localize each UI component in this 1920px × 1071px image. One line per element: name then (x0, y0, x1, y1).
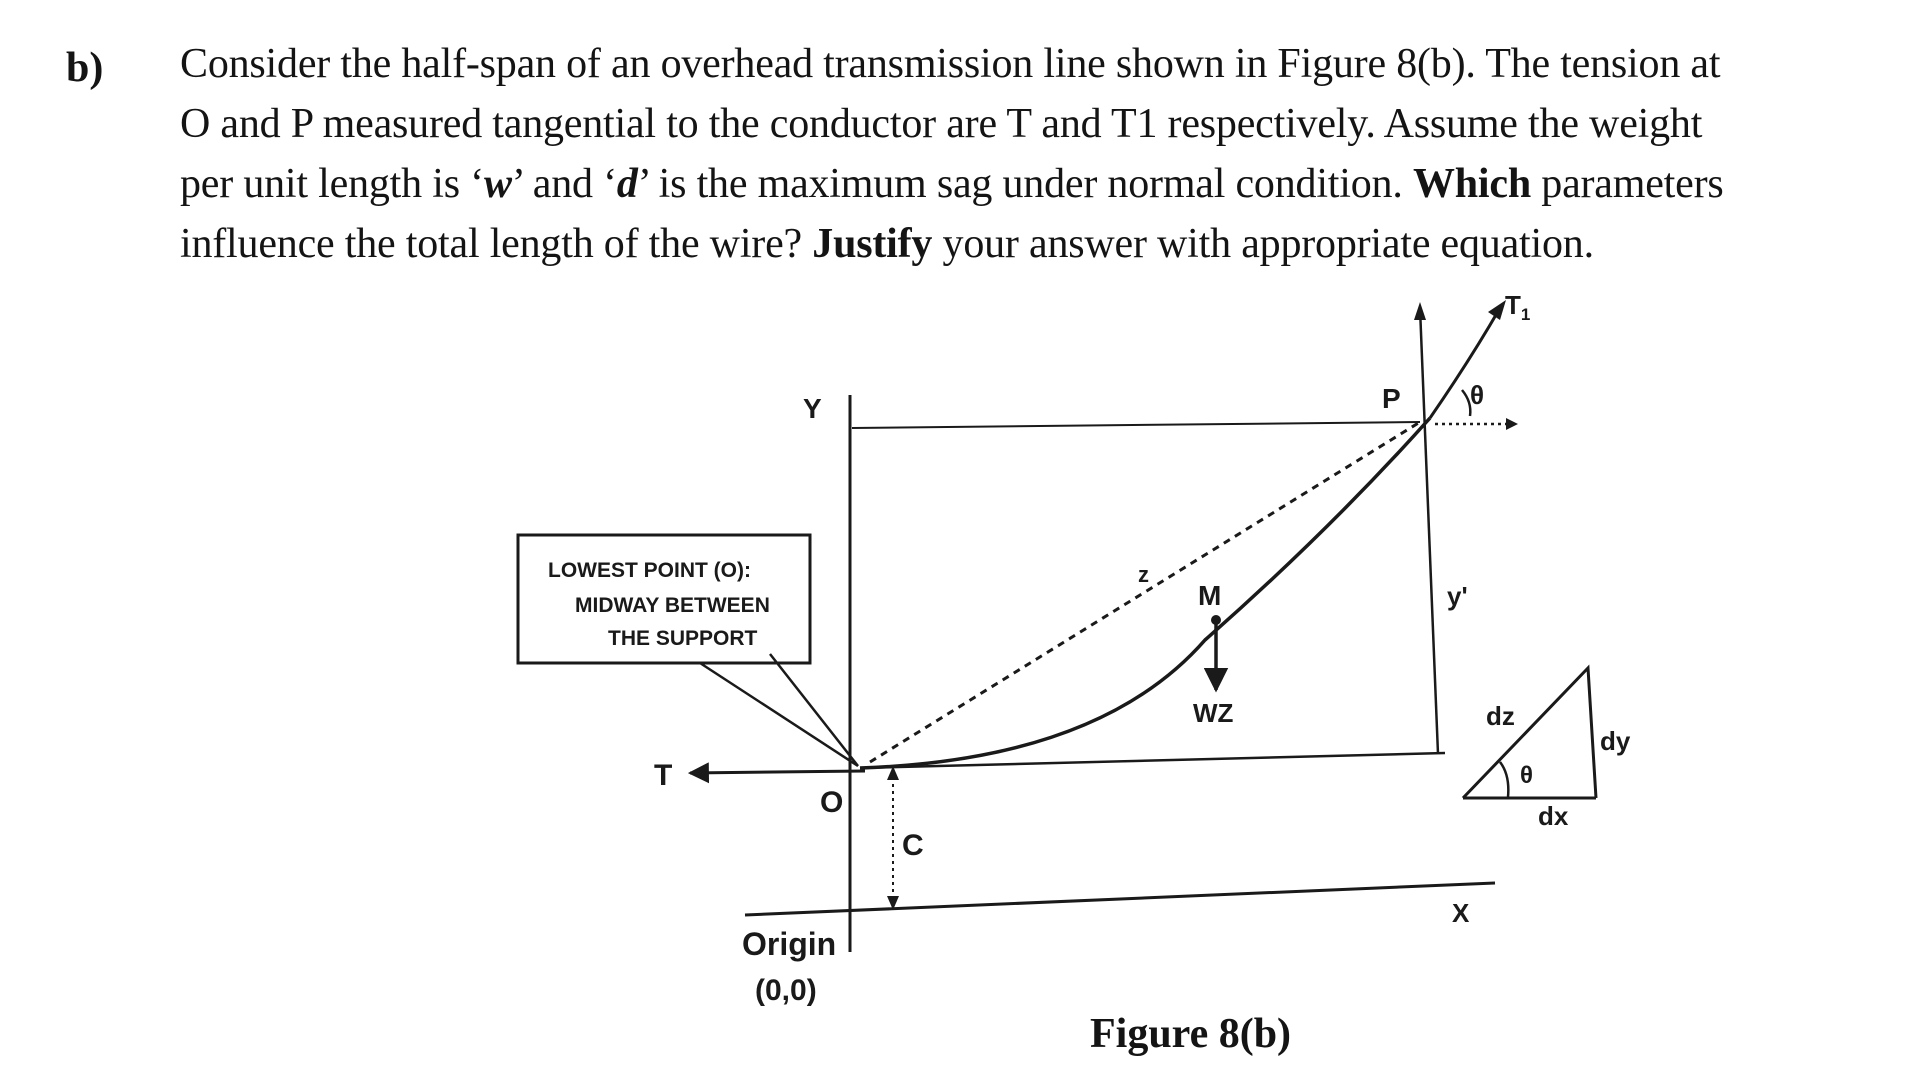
top-horizontal-line (852, 422, 1420, 428)
pole-arrowhead (1414, 302, 1426, 320)
dashed-chord (870, 422, 1420, 762)
callout-line-1: LOWEST POINT (O): (548, 559, 751, 582)
q4-part-a: influence the total length of the wire? (180, 221, 813, 267)
t1-arrowhead (1488, 300, 1506, 320)
question-line-2: O and P measured tangential to the conductor are T and T1 respectively. Assume the weight (180, 101, 1703, 147)
x-axis-line (745, 883, 1495, 915)
q3-part-a: per unit length is ‘ (180, 161, 484, 207)
z-label: z (1138, 562, 1149, 587)
theta-label-triangle: θ (1520, 762, 1533, 789)
question-label: b) (66, 45, 104, 91)
callout-pointer-1 (700, 663, 858, 766)
dz-label: dz (1486, 701, 1515, 731)
point-o-label: O (820, 786, 844, 819)
c-label: C (902, 829, 924, 862)
support-pole-line (1420, 308, 1438, 754)
q3-var-w: w (483, 161, 512, 207)
q4-bold-justify: Justify (812, 221, 933, 267)
tension-t-arrow (690, 771, 865, 773)
figure-caption: Figure 8(b) (1090, 1011, 1292, 1057)
q3-bold-which: Which (1412, 161, 1531, 207)
callout-line-3: THE SUPPORT (608, 627, 758, 650)
t1-sub: 1 (1520, 305, 1531, 324)
origin-label: Origin (742, 926, 837, 962)
theta-arc-triangle (1500, 762, 1508, 797)
q3-end: parameters (1530, 161, 1724, 207)
q4-end: your answer with appropriate equation. (932, 221, 1594, 267)
theta-label-p: θ (1470, 380, 1485, 410)
x-axis-label: X (1452, 898, 1470, 928)
q3-var-d: d (616, 161, 638, 207)
y-prime-label: y' (1447, 581, 1468, 611)
callout-line-2: MIDWAY BETWEEN (575, 594, 770, 617)
point-p-label: P (1382, 383, 1401, 414)
tension-t-label: T (654, 759, 673, 792)
t1-main: T (1505, 290, 1521, 320)
y-axis-label: Y (803, 393, 822, 424)
callout-pointer-2 (770, 654, 858, 766)
origin-coords-label: (0,0) (755, 974, 817, 1007)
tension-t1-label (1505, 290, 1530, 324)
q3-part-b: ’ and ‘ (511, 161, 617, 207)
conductor-extension (1430, 308, 1500, 418)
q3-part-c: ’ is the maximum sag under normal condition. (637, 161, 1413, 207)
question-line-1: Consider the half-span of an overhead transmission line shown in Figure 8(b). The tension at (180, 41, 1721, 87)
wz-label: WZ (1193, 698, 1234, 728)
tangent-arrowhead (1506, 418, 1518, 430)
point-m-label: M (1198, 580, 1222, 611)
dy-label: dy (1600, 726, 1631, 756)
conductor-curve (860, 418, 1430, 768)
dx-label: dx (1538, 801, 1569, 831)
